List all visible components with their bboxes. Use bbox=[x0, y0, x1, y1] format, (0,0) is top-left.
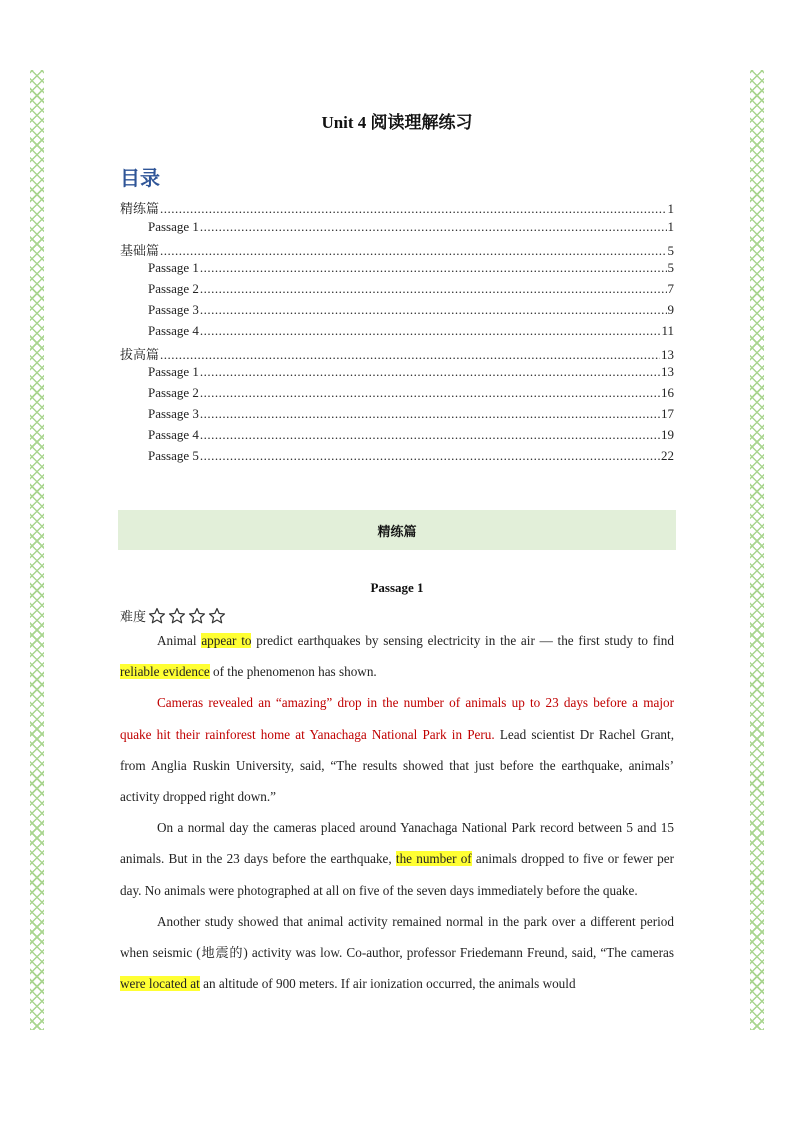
toc-leader-dots bbox=[200, 323, 661, 339]
toc-entry[interactable] bbox=[120, 302, 674, 323]
toc-leader-dots bbox=[200, 260, 667, 276]
highlighted-phrase: the number of bbox=[395, 851, 472, 867]
toc-entry-label: Passage 3 bbox=[148, 301, 199, 317]
toc-leader-dots bbox=[200, 406, 660, 422]
toc-entry-label: Passage 4 bbox=[148, 322, 199, 338]
passage-body bbox=[120, 625, 674, 999]
paragraph-3: On a normal day the cameras placed around Yanachaga National Park record between 5 and 15 animals. But in the 23 days before the earthquake, the number of animals dropped to five or fewer per day. No animals were photographed at all on five of the seven days immediately before the quake. bbox=[120, 820, 674, 898]
difficulty-label: 难度 bbox=[120, 609, 147, 624]
toc-entry-page: 22 bbox=[661, 447, 674, 463]
toc-leader-dots bbox=[160, 243, 666, 259]
section-header bbox=[118, 510, 676, 550]
toc-entry[interactable] bbox=[120, 385, 674, 406]
star-icon bbox=[208, 607, 226, 625]
toc-leader-dots bbox=[200, 302, 667, 318]
toc-entry-page: 1 bbox=[667, 218, 674, 234]
toc-entry-label: Passage 1 bbox=[148, 364, 199, 380]
toc-entry[interactable] bbox=[120, 240, 674, 261]
toc-entry-page: 7 bbox=[667, 281, 674, 297]
difficulty-stars bbox=[148, 607, 228, 625]
star-icon bbox=[168, 607, 186, 625]
toc-heading: 目录 bbox=[120, 166, 160, 190]
paragraph-1: Animal appear to predict earthquakes by sensing electricity in the air — the first study to find reliable evidence of the phenomenon has shown. bbox=[120, 633, 674, 680]
toc-leader-dots bbox=[160, 201, 666, 217]
toc-entry[interactable] bbox=[120, 406, 674, 427]
toc-entry[interactable] bbox=[120, 281, 674, 302]
star-icon bbox=[148, 607, 166, 625]
toc-entry[interactable] bbox=[120, 344, 674, 365]
toc-entry-page: 17 bbox=[661, 405, 674, 421]
page-border-right bbox=[750, 70, 764, 1030]
toc-entry-label: Passage 4 bbox=[148, 426, 199, 442]
toc-entry-page: 13 bbox=[661, 364, 674, 380]
star-icon bbox=[188, 607, 206, 625]
toc-entry-page: 19 bbox=[661, 426, 674, 442]
toc-entry-label: Passage 3 bbox=[148, 405, 199, 421]
page-border-left bbox=[30, 70, 44, 1030]
paragraph-2: Cameras revealed an “amazing” drop in the number of animals up to 23 days before a major quake hit their rainforest home at Yanachaga National Park in Peru. Lead scientist Dr Rachel Grant, from Anglia Ruskin University, said, “The results showed that just before the earthquake, animals’ activity dropped right down.” bbox=[120, 695, 674, 805]
section-title: 精练篇 bbox=[377, 524, 417, 540]
toc-entry[interactable] bbox=[120, 448, 674, 469]
toc-entry[interactable] bbox=[120, 219, 674, 240]
toc-entry-label: Passage 5 bbox=[148, 447, 199, 463]
toc-entry-page: 16 bbox=[661, 385, 674, 401]
toc-entry-label: 拔高篇 bbox=[120, 346, 160, 362]
toc-leader-dots bbox=[200, 219, 667, 235]
toc-entry[interactable] bbox=[120, 364, 674, 385]
toc-entry[interactable] bbox=[120, 427, 674, 448]
toc-leader-dots bbox=[200, 448, 660, 464]
passage-title: Passage 1 bbox=[370, 580, 424, 595]
toc-entry-label: Passage 1 bbox=[148, 218, 199, 234]
toc-entry-label: Passage 1 bbox=[148, 260, 199, 276]
red-sentence: Cameras revealed an “amazing” drop in the number of animals up to 23 days before a major quake hit their rainforest home at Yanachaga National Park in Peru. bbox=[120, 695, 674, 742]
paragraph-4: Another study showed that animal activity remained normal in the park over a different period when seismic (地震的) activity was low. Co-author, professor Friedemann Freund, said, “The cameras were located at an altitude of 900 meters. If air ionization occurred, the animals would bbox=[120, 913, 674, 992]
toc-entry-label: Passage 2 bbox=[148, 385, 199, 401]
toc-entry[interactable] bbox=[120, 260, 674, 281]
document-title: Unit 4 阅读理解练习 bbox=[321, 113, 473, 132]
toc-leader-dots bbox=[200, 364, 660, 380]
toc-leader-dots bbox=[200, 281, 667, 297]
toc-entry-label: 基础篇 bbox=[120, 242, 160, 258]
highlighted-phrase: appear to bbox=[201, 633, 252, 648]
toc-entry-page: 11 bbox=[661, 322, 674, 338]
toc-entry-page: 5 bbox=[667, 242, 674, 258]
difficulty-rating bbox=[120, 606, 228, 625]
toc-entry-label: 精练篇 bbox=[120, 201, 160, 216]
toc-entry-page: 5 bbox=[667, 260, 674, 276]
toc-entry[interactable] bbox=[120, 198, 674, 219]
toc-entry[interactable] bbox=[120, 323, 674, 344]
toc-leader-dots bbox=[160, 347, 660, 363]
toc-leader-dots bbox=[200, 427, 660, 443]
toc-leader-dots bbox=[200, 385, 660, 401]
highlighted-phrase: were located at bbox=[120, 976, 200, 992]
table-of-contents bbox=[120, 198, 674, 468]
toc-entry-page: 9 bbox=[667, 301, 674, 317]
toc-entry-page: 13 bbox=[661, 346, 674, 362]
toc-entry-page: 1 bbox=[667, 201, 674, 216]
highlighted-phrase: reliable evidence bbox=[120, 664, 210, 680]
toc-entry-label: Passage 2 bbox=[148, 281, 199, 297]
